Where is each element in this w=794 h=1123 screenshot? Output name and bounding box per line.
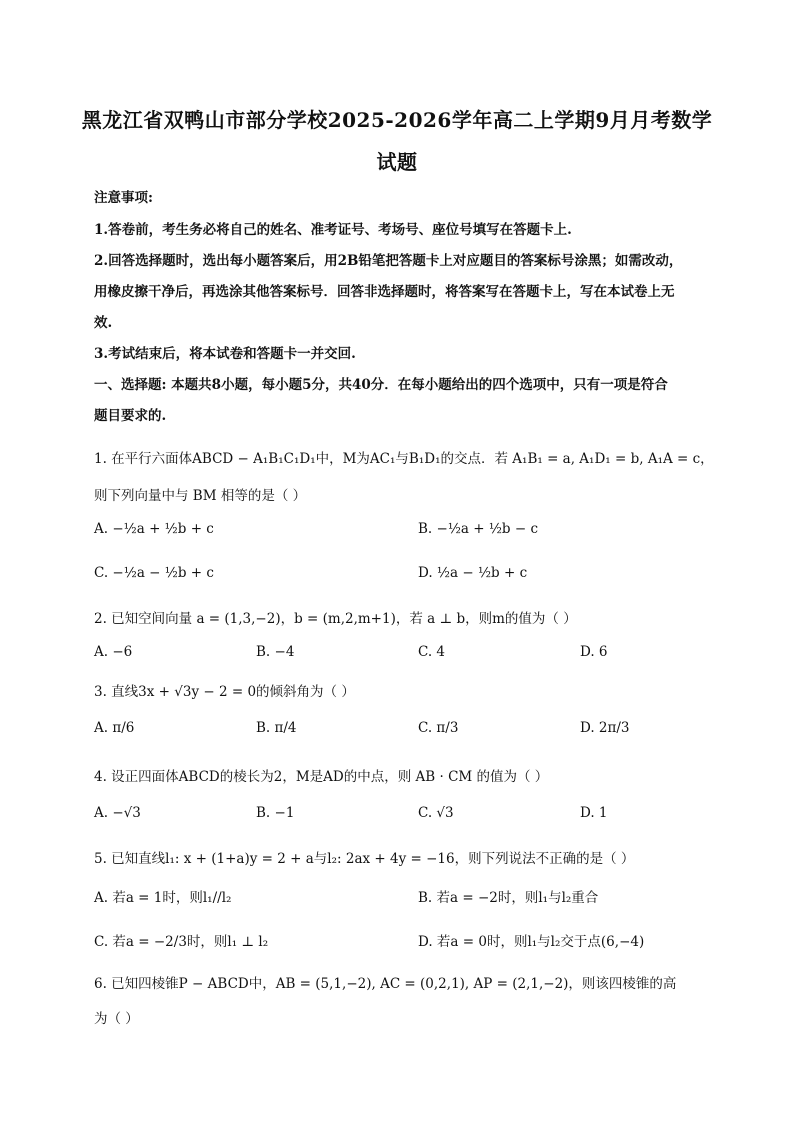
question-2-option-a: A. −6 xyxy=(94,644,133,660)
question-3-option-d: D. 2π/3 xyxy=(580,720,630,736)
question-1-option-b: B. −½a + ½b − c xyxy=(418,521,539,537)
question-3-option-c: C. π/3 xyxy=(418,720,459,736)
notice-heading: 注意事项: xyxy=(94,190,153,206)
question-5-option-c: C. 若a = −2/3时，则l₁ ⊥ l₂ xyxy=(94,934,269,950)
notice-item-2-line2: 用橡皮擦干净后，再选涂其他答案标号．回答非选择题时，将答案写在答题卡上，写在本试卷上无 xyxy=(94,284,675,300)
section-1-heading-line1: 一、选择题: 本题共8小题，每小题5分，共40分．在每小题给出的四个选项中，只有一项是符合 xyxy=(94,377,668,393)
question-1-option-c: C. −½a − ½b + c xyxy=(94,565,214,581)
question-6-stem-line1: 6. 已知四棱锥P − ABCD中，AB = (5,1,−2), AC = (0,2,1), AP = (2,1,−2)，则该四棱锥的高 xyxy=(94,976,677,992)
section-1-heading-line2: 题目要求的. xyxy=(94,408,167,424)
question-5-option-b: B. 若a = −2时，则l₁与l₂重合 xyxy=(418,890,599,906)
exam-title-line2: 试题 xyxy=(376,150,418,174)
question-1-stem-line1: 1. 在平行六面体ABCD − A₁B₁C₁D₁中，M为AC₁与B₁D₁的交点．若 A₁B₁ = a, A₁D₁ = b, A₁A = c， xyxy=(94,451,714,467)
question-1-option-a: A. −½a + ½b + c xyxy=(94,521,214,537)
notice-item-2-line3: 效. xyxy=(94,315,113,331)
question-4-option-c: C. √3 xyxy=(418,805,454,821)
question-1-option-d: D. ½a − ½b + c xyxy=(418,565,528,581)
exam-title-line1: 黑龙江省双鸭山市部分学校2025-2026学年高二上学期9月月考数学 xyxy=(81,108,713,132)
question-3-option-b: B. π/4 xyxy=(256,720,297,736)
question-1-stem-line2: 则下列向量中与 BM 相等的是（ ） xyxy=(94,488,307,504)
question-4-stem: 4. 设正四面体ABCD的棱长为2，M是AD的中点，则 AB · CM 的值为（ ） xyxy=(94,769,549,785)
notice-item-2-line1: 2.回答选择题时，选出每小题答案后，用2B铅笔把答题卡上对应题目的答案标号涂黑；如需改动， xyxy=(94,253,683,269)
question-4-option-b: B. −1 xyxy=(256,805,295,821)
question-5-option-a: A. 若a = 1时，则l₁//l₂ xyxy=(94,890,232,906)
question-4-option-a: A. −√3 xyxy=(94,805,141,821)
question-5-option-d: D. 若a = 0时，则l₁与l₂交于点(6,−4) xyxy=(418,934,645,950)
question-3-stem: 3. 直线3x + √3y − 2 = 0的倾斜角为（ ） xyxy=(94,684,355,700)
question-4-option-d: D. 1 xyxy=(580,805,608,821)
notice-item-3: 3.考试结束后，将本试卷和答题卡一并交回. xyxy=(94,346,356,362)
question-2-option-c: C. 4 xyxy=(418,644,446,660)
question-2-option-d: D. 6 xyxy=(580,644,608,660)
notice-item-1: 1.答卷前，考生务必将自己的姓名、准考证号、考场号、座位号填写在答题卡上. xyxy=(94,222,572,238)
question-6-stem-line2: 为（ ） xyxy=(94,1011,139,1027)
question-3-option-a: A. π/6 xyxy=(94,720,135,736)
question-2-stem: 2. 已知空间向量 a = (1,3,−2)，b = (m,2,m+1)，若 a ⊥ b，则m的值为（ ） xyxy=(94,611,577,627)
question-2-option-b: B. −4 xyxy=(256,644,295,660)
question-5-stem: 5. 已知直线l₁: x + (1+a)y = 2 + a与l₂: 2ax + 4y = −16，则下列说法不正确的是（ ） xyxy=(94,851,635,867)
